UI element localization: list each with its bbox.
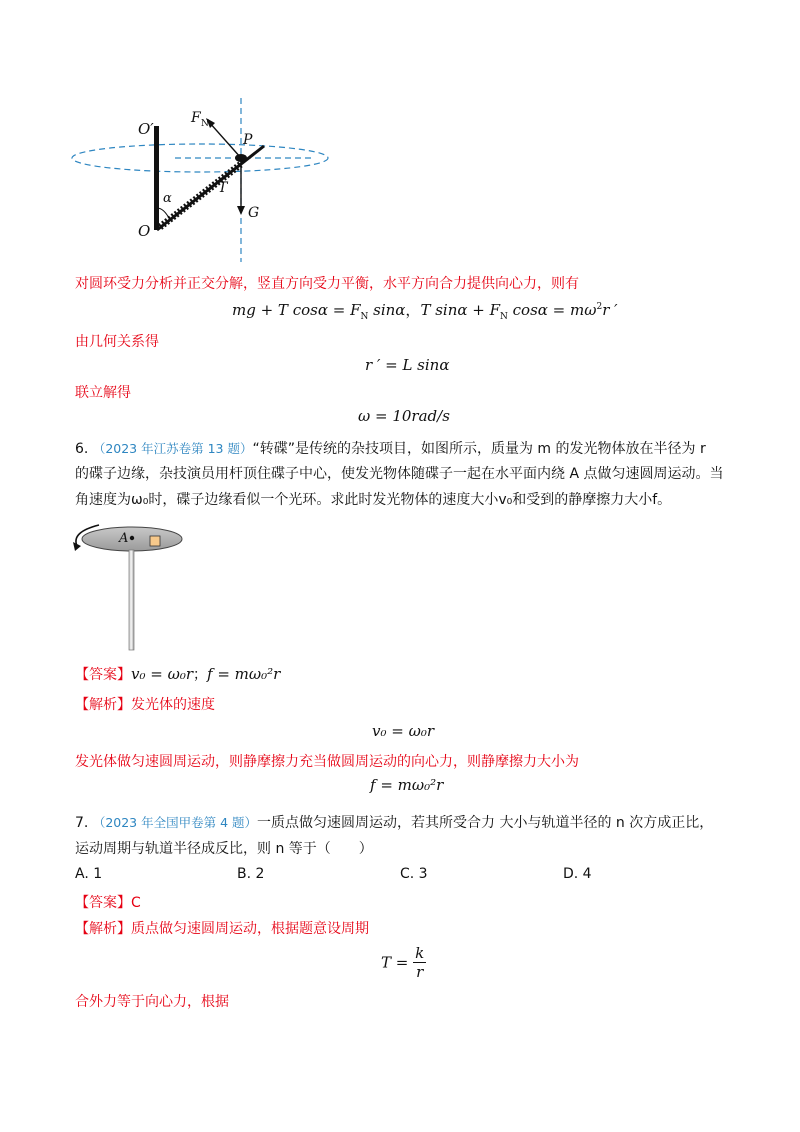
eq1-part-b-end: r ′	[602, 301, 618, 319]
analysis-text-7: 质点做匀速圆周运动，根据题意设周期	[131, 921, 369, 937]
label-t: T	[218, 180, 228, 196]
eq1-part-b-tail: cosα = mω	[507, 301, 597, 319]
label-g: G	[248, 205, 260, 221]
label-p: P	[243, 132, 253, 148]
question-7-analysis	[75, 918, 369, 938]
eq1-part-b: T sinα + F	[420, 301, 501, 319]
option-d: D. 4	[563, 866, 592, 882]
eq1-separator: ，	[405, 301, 421, 319]
analysis-tag: 【解析】	[75, 697, 131, 713]
question-6-text-1: “转碟”是传统的杂技项目，如图所示，质量为 m 的发光物体放在半径为 r	[252, 441, 706, 457]
label-o-prime: O′	[138, 120, 154, 138]
label-fn: F	[191, 110, 201, 126]
geometry-line: 由几何关系得	[75, 334, 159, 350]
question-7-line-1	[75, 812, 713, 832]
pole	[129, 550, 134, 650]
label-alpha: α	[163, 191, 172, 206]
period-denominator: r	[416, 963, 424, 981]
question-6-line-3: 角速度为ω₀时，碟子边缘看似一个光环。求此时发光物体的速度大小v₀和受到的静摩擦力大小f。	[75, 492, 672, 508]
point-a	[130, 536, 134, 540]
period-lhs: T =	[381, 953, 409, 972]
answer-velocity: v₀ = ω₀r	[131, 665, 194, 683]
spinning-plate-diagram	[65, 520, 195, 655]
solve-line: 联立解得	[75, 385, 131, 401]
last-line: 合外力等于向心力，根据	[75, 994, 229, 1010]
equation-omega: ω = 10rad/s	[358, 407, 450, 425]
eq1-part-b-sub: N	[500, 312, 508, 322]
analysis-line: 对圆环受力分析并正交分解，竖直方向受力平衡，水平方向合力提供向心力，则有	[75, 276, 579, 292]
ring-rod-force-diagram	[60, 90, 330, 265]
question-6-number: 6.	[75, 441, 89, 457]
option-b: B. 2	[237, 866, 265, 882]
equation-radius: r ′ = L sinα	[365, 356, 450, 374]
question-6-line-2: 的碟子边缘，杂技演员用杆顶住碟子中心，使发光物体随碟子一起在水平面内绕 A 点做匀速圆周运动。当	[75, 466, 724, 482]
normal-force-arrow	[209, 122, 241, 158]
label-o: O	[138, 222, 151, 240]
answer-separator: ；	[193, 667, 208, 683]
answer-value-7: C	[131, 895, 141, 911]
equation-period	[381, 944, 426, 981]
equation-force-balance	[232, 299, 618, 322]
eq1-part-a-tail: sinα	[368, 301, 406, 319]
option-c: C. 3	[400, 866, 428, 882]
question-6-analysis	[75, 694, 215, 714]
label-a: A	[119, 531, 129, 546]
rotation-arrowhead	[73, 542, 81, 551]
eq1-part-b-sup: 2	[596, 302, 603, 312]
analysis-text: 发光体的速度	[131, 697, 215, 713]
period-numerator: k	[415, 944, 425, 962]
question-6-source: （2023 年江苏卷第 13 题）	[92, 441, 253, 456]
answer-friction: f = mω₀²r	[207, 665, 281, 683]
question-6-line-1	[75, 438, 706, 458]
analysis-tag-7: 【解析】	[75, 921, 131, 937]
question-7-answer	[75, 892, 141, 912]
option-a: A. 1	[75, 866, 103, 882]
equation-velocity: v₀ = ω₀r	[372, 722, 435, 740]
equation-friction: f = mω₀²r	[370, 776, 444, 794]
period-fraction	[413, 944, 426, 981]
question-7-line-2: 运动周期与轨道半径成反比，则 n 等于（ ）	[75, 841, 373, 857]
friction-line: 发光体做匀速圆周运动，则静摩擦力充当做圆周运动的向心力，则静摩擦力大小为	[75, 754, 579, 770]
answer-tag: 【答案】	[75, 667, 131, 683]
question-7-text-1: 一质点做匀速圆周运动，若其所受合力 大小与轨道半径的 n 次方成正比，	[257, 815, 714, 831]
label-fn-sub: N	[201, 119, 209, 129]
gravity-arrowhead	[237, 206, 245, 215]
glowing-object	[150, 536, 160, 546]
eq1-part-a: mg + T cosα = F	[232, 301, 361, 319]
answer-tag-7: 【答案】	[75, 895, 131, 911]
vertical-rod	[154, 126, 159, 230]
question-6-answer	[75, 664, 280, 684]
eq1-part-a-sub: N	[360, 312, 369, 322]
question-7-number: 7.	[75, 815, 89, 831]
question-7-source: （2023 年全国甲卷第 4 题）	[92, 815, 257, 830]
